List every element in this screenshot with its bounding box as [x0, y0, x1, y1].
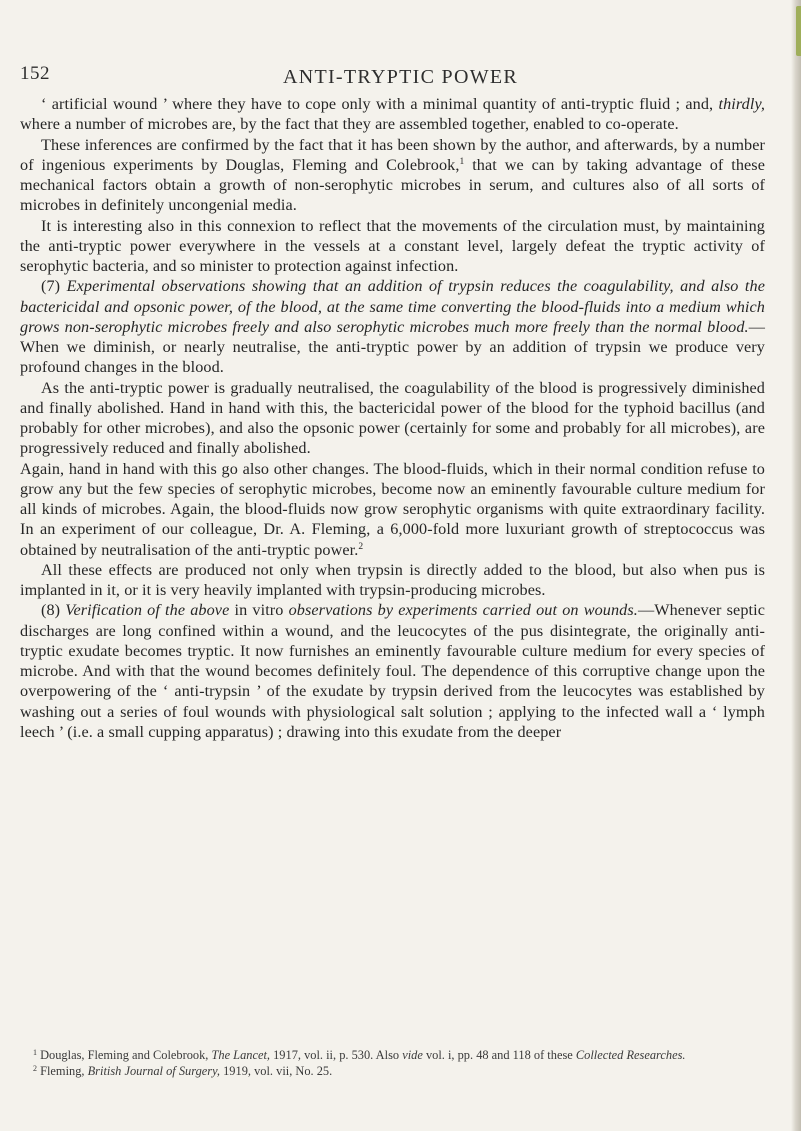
page-edge — [791, 0, 801, 1131]
paragraph — [20, 276, 765, 377]
page-header — [0, 63, 801, 87]
text-run: that we can by taking advantage of these mechanical factors obtain a growth of non-serophytic microbes in serum, and cultures also of all sorts of microbes in definitely uncongenial media. — [20, 155, 765, 215]
footnote — [20, 1064, 765, 1080]
text-run: These inferences are confirmed by the fact that it has been shown by the author, and afterwards, by a number of ingenious experiments by Douglas, Fleming and Colebrook, — [20, 135, 765, 174]
paragraph — [20, 459, 765, 560]
paragraph — [20, 560, 765, 601]
italic-text: observations by experiments carried out on wounds. — [288, 601, 638, 620]
running-head: ANTI-TRYPTIC POWER — [282, 66, 519, 88]
text-run: As the anti-tryptic power is gradually neutralised, the coagulability of the blood is progressively diminished and finally abolished. Hand in hand with this, the bactericidal power of the blood for the typhoid bacillus (and probably for other microbes), and also the opsonic power (certainly for some and probably for all microbes), are progressively reduced and finally abolished. — [20, 378, 765, 458]
text-run: It is interesting also in this connexion to reflect that the movements of the circulation must, by maintaining the anti-tryptic power everywhere in the vessels at a constant level, largely defeat the tryptic activity of serophytic bacteria, and so minister to protection against infection. — [20, 216, 765, 275]
footnote — [20, 1048, 765, 1064]
footnote-marker: 2 — [33, 1063, 37, 1073]
body-text — [20, 94, 765, 742]
italic-text: thirdly, — [718, 95, 765, 113]
paragraph — [20, 216, 765, 277]
text-run: Again, hand in hand with this go also other changes. The blood-fluids, which in their normal condition refuse to grow any but the few species of serophytic microbes, become now an eminently favourable culture medium for all kinds of microbes. Again, the blood-fluids now grow serophytic organisms with quite extraordinary facility. In an experiment of our colleague, Dr. A. Fleming, a 6,000-fold more luxuriant growth of streptococcus was obtained by neutralisation of the anti-tryptic power. — [20, 459, 765, 559]
text-run: Fleming, — [37, 1063, 88, 1078]
page-number: 152 — [20, 63, 50, 84]
paragraph — [20, 94, 765, 135]
italic-text: Collected Researches. — [575, 1048, 686, 1062]
text-run: in vitro — [229, 601, 289, 620]
text-run: 1919, vol. vii, No. 25. — [220, 1063, 333, 1078]
text-run: vol. i, pp. 48 and 118 of these — [422, 1048, 576, 1062]
footnotes — [20, 1048, 765, 1079]
text-run: ‘ artificial wound ’ where they have to cope only with a minimal quantity of anti-tryptic fluid ; and, — [41, 95, 719, 113]
italic-text: vide — [402, 1048, 423, 1062]
footnote-marker: 1 — [459, 156, 465, 167]
text-run: Douglas, Fleming and Colebrook, — [37, 1048, 212, 1062]
italic-text: The Lancet, — [211, 1048, 271, 1062]
text-run: —When we diminish, or nearly neutralise, the anti-tryptic power by an addition of trypsin we produce very profound changes in the blood. — [20, 317, 765, 377]
text-run: All these effects are produced not only when trypsin is directly added to the blood, but also when pus is implanted in it, or it is very heavily implanted with trypsin-producing microbes. — [20, 560, 765, 599]
text-run: (8) — [41, 601, 66, 620]
paragraph — [20, 378, 765, 459]
footnote-marker: 2 — [358, 541, 364, 552]
italic-text: Experimental observations showing that an addition of trypsin reduces the coagulability, and also the bactericidal and opsonic power, of the blood, at the same time converting the blood-fluids into a medium which grows non-serophytic microbes freely and also serophytic microbes much more freely than the normal blood. — [20, 277, 766, 336]
italic-text: British Journal of Surgery, — [87, 1063, 221, 1078]
edge-tab — [796, 6, 801, 56]
paragraph — [20, 600, 765, 742]
footnote-marker: 1 — [33, 1048, 37, 1057]
paragraph — [20, 135, 765, 216]
text-run: —Whenever septic discharges are long confined within a wound, and the leucocytes of the pus disintegrate, the originally anti-tryptic exudate becomes tryptic. It now furnishes an eminently favourable culture medium for every species of microbe. And with that the wound becomes definitely foul. The dependence of this corruptive change upon the overpowering of the ‘ anti-trypsin ’ of the exudate by trypsin derived from the leucocytes was established by washing out a series of foul wounds with physiological salt solution ; applying to the infected wall a ‘ lymph leech ’ (i.e. a small cupping apparatus) ; drawing into this exudate from the deeper — [20, 601, 765, 741]
text-run: where a number of microbes are, by the fact that they are assembled together, enabled to co-operate. — [20, 115, 679, 134]
text-run: 1917, vol. ii, p. 530. Also — [270, 1048, 403, 1062]
text-run: (7) — [41, 277, 67, 296]
italic-text: Verification of the above — [65, 601, 230, 620]
